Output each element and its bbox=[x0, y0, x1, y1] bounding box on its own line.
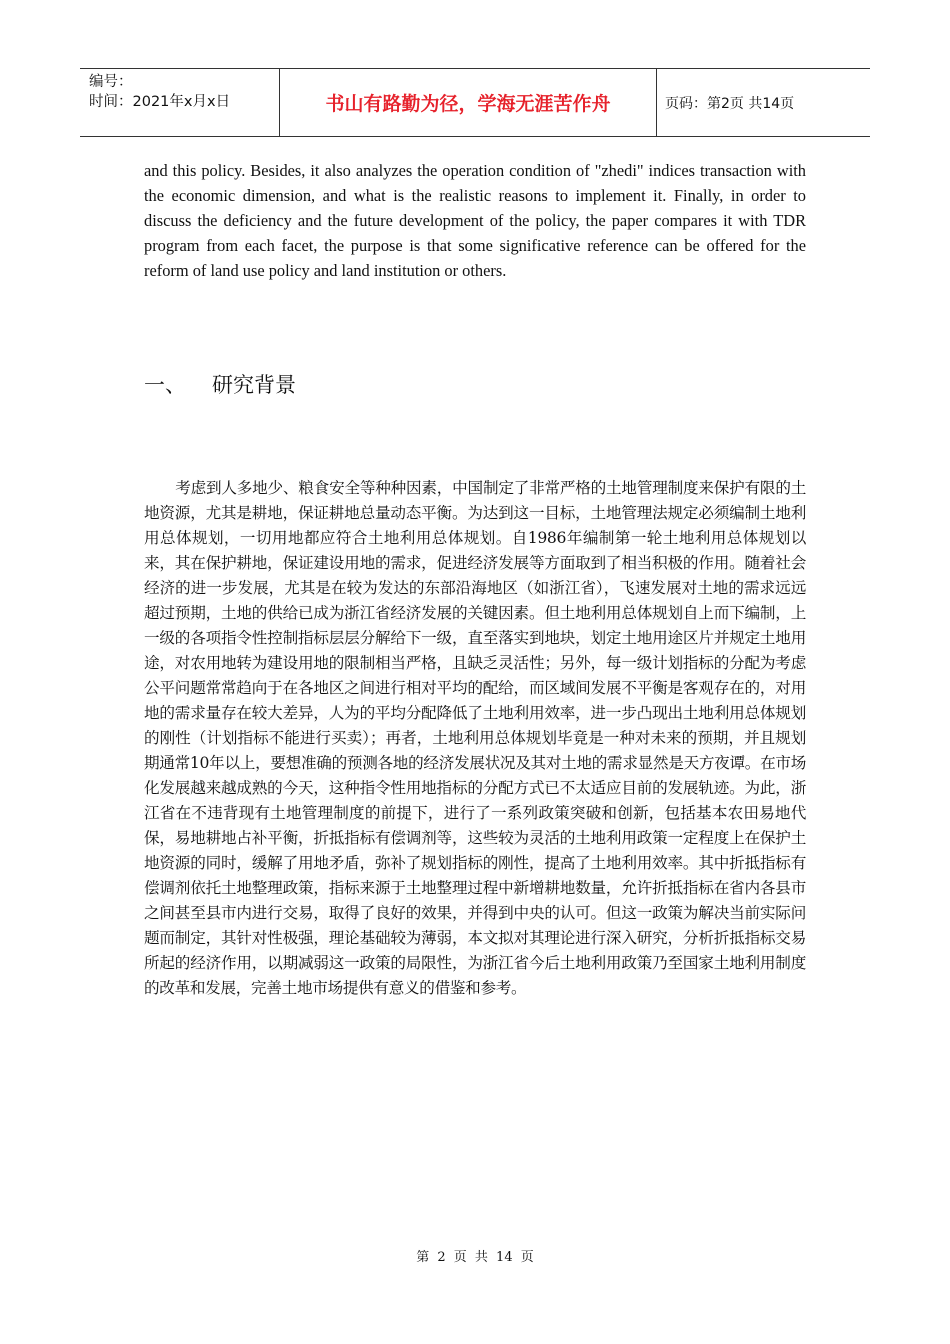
header-motto: 书山有路勤为径，学海无涯苦作舟 bbox=[280, 69, 657, 136]
section-title: 研究背景 bbox=[212, 373, 296, 397]
body-paragraph: 考虑到人多地少、粮食安全等种种因素，中国制定了非常严格的土地管理制度来保护有限的土地资源，尤其是耕地，保证耕地总量动态平衡。为达到这一目标，土地管理法规定必须编制土地利用总体规划，一切用地都应符合土地利用总体规划。自1986年编制第一轮土地利用总体规划以来，其在保护耕地，保证建设用地的需求，促进经济发展等方面取到了相当积极的作用。随着社会经济的进一步发展，尤其是在较为发达的东部沿海地区（如浙江省），飞速发展对土地的需求远远超过预期，土地的供给已成为浙江省经济发展的关键因素。但土地利用总体规划自上而下编制，上一级的各项指令性控制指标层层分解给下一级，直至落实到地块，划定土地用途区片并规定土地用途，对农用地转为建设用地的限制相当严格，且缺乏灵活性；另外，每一级计划指标的分配为考虑公平问题常常趋向于在各地区之间进行相对平均的配给，而区域间发展不平衡是客观存在的，对用地的需求量存在较大差异，人为的平均分配降低了土地利用效率，进一步凸现出土地利用总体规划的刚性（计划指标不能进行买卖）；再者，土地利用总体规划毕竟是一种对未来的预期，并且规划期通常10年以上，要想准确的预测各地的经济发展状况及其对土地的需求显然是天方夜谭。在市场化发展越来越成熟的今天，这种指令性用地指标的分配方式已不太适应目前的发展轨迹。为此，浙江省在不违背现有土地管理制度的前提下，进行了一系列政策突破和创新，包括基本农田易地代保，易地耕地占补平衡，折抵指标有偿调剂等，这些较为灵活的土地利用政策一定程度上在保护土地资源的同时，缓解了用地矛盾，弥补了规划指标的刚性，提高了土地利用效率。其中折抵指标有偿调剂依托土地整理政策，指标来源于土地整理过程中新增耕地数量，允许折抵指标在省内各县市之间甚至县市内进行交易，取得了良好的效果，并得到中央的认可。但这一政策为解决当前实际问题而制定，其针对性极强，理论基础较为薄弱，本文拟对其理论进行深入研究，分析折抵指标交易所起的经济作用，以期减弱这一政策的局限性，为浙江省今后土地利用政策乃至国家土地利用制度的改革和发展，完善土地市场提供有意义的借鉴和参考。 bbox=[144, 479, 806, 997]
header-page-number: 页码：第2页 共14页 bbox=[665, 95, 795, 112]
document-number-label: 编号： bbox=[89, 74, 133, 90]
page-header bbox=[80, 68, 870, 137]
page-footer: 第 2 页 共 14 页 bbox=[416, 1250, 534, 1265]
header-meta bbox=[80, 69, 280, 136]
section-heading bbox=[144, 369, 296, 399]
section-number: 一、 bbox=[144, 373, 186, 397]
abstract-text: and this policy. Besides, it also analyzes the operation condition of "zhedi" indices transaction with the economic dimension, and what is the realistic reasons to implement it. Finally, in order to discuss the deficiency and the future development of the policy, the paper compares it with TDR program from each facet, the purpose is that some significative reference can be offered for the reform of land use policy and land institution or others. bbox=[144, 161, 806, 280]
document-time-label: 时间：2021年x月x日 bbox=[89, 94, 231, 110]
